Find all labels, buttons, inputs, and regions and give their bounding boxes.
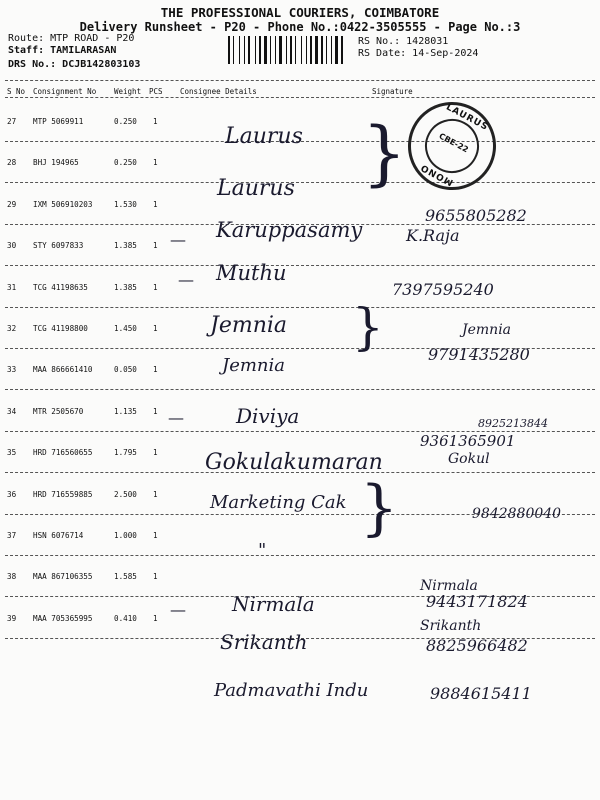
signature-phone: 9443171824 xyxy=(426,592,528,611)
page-title: THE PROFESSIONAL COURIERS, COIMBATORE xyxy=(160,5,440,20)
row-weight: 1.585 xyxy=(114,572,137,581)
signature-phone: 9361365901 xyxy=(420,432,516,450)
row-consignment: MTP 5069911 xyxy=(33,117,84,126)
col-consignment: Consignment No xyxy=(33,87,97,96)
row-pcs: 1 xyxy=(153,490,158,499)
row-consignment: HSN 6076714 xyxy=(33,531,84,540)
consignee-handwriting: Nirmala xyxy=(232,592,315,616)
brace-mark: } xyxy=(360,473,399,543)
row-sno: 29 xyxy=(7,200,17,209)
barcode xyxy=(228,36,354,64)
row-consignment: MAA 866661410 xyxy=(33,365,93,374)
row-weight: 1.385 xyxy=(114,241,137,250)
signature-phone: 8925213844 xyxy=(478,417,548,430)
row-consignment: IXM 506910203 xyxy=(33,200,93,209)
row-weight: 1.000 xyxy=(114,531,137,540)
dash-mark: — xyxy=(178,270,194,289)
row-pcs: 1 xyxy=(153,614,158,623)
signature-phone: 9655805282 xyxy=(425,206,527,225)
col-sno: S No xyxy=(7,87,26,96)
row-weight: 0.250 xyxy=(114,117,137,126)
col-weight: Weight xyxy=(114,87,142,96)
signature-name: Srikanth xyxy=(420,618,482,634)
consignee-handwriting: Karuppasamy xyxy=(216,218,363,242)
row-consignment: HRD 716560655 xyxy=(33,448,93,457)
row-weight: 0.250 xyxy=(114,158,137,167)
row-weight: 0.410 xyxy=(114,614,137,623)
consignee-handwriting: Muthu xyxy=(216,261,287,285)
row-consignment: STY 6097833 xyxy=(33,241,84,250)
row-pcs: 1 xyxy=(153,407,158,416)
table-row xyxy=(0,269,600,309)
brace-mark: } xyxy=(362,112,407,194)
drs-label: DRS No.: DCJB142803103 xyxy=(8,59,141,70)
column-divider xyxy=(5,97,595,98)
dash-mark: — xyxy=(170,600,186,619)
signature-phone: 9884615411 xyxy=(430,684,532,703)
row-consignment: BHJ 194965 xyxy=(33,158,79,167)
signature-name: K.Raja xyxy=(406,226,460,245)
row-sno: 32 xyxy=(7,324,17,333)
consignee-handwriting: Gokulakumaran xyxy=(205,450,383,475)
dash-mark: — xyxy=(168,408,184,427)
consignee-handwriting: Diviya xyxy=(236,404,300,428)
signature-phone: 8825966482 xyxy=(426,636,528,655)
row-sno: 28 xyxy=(7,158,17,167)
table-row xyxy=(0,517,600,557)
row-divider xyxy=(5,265,595,266)
row-sno: 34 xyxy=(7,407,17,416)
table-row xyxy=(0,144,600,184)
row-weight: 1.450 xyxy=(114,324,137,333)
row-sno: 30 xyxy=(7,241,17,250)
col-pcs: PCS xyxy=(149,87,163,96)
rs-number: RS No.: 1428031 xyxy=(358,36,449,47)
row-pcs: 1 xyxy=(153,531,158,540)
signature-name: Jemnia xyxy=(462,322,512,338)
brace-mark: } xyxy=(352,298,384,356)
row-pcs: 1 xyxy=(153,241,158,250)
row-consignment: HRD 716559885 xyxy=(33,490,93,499)
row-consignment: MTR 2505670 xyxy=(33,407,84,416)
row-pcs: 1 xyxy=(153,365,158,374)
consignee-handwriting: Srikanth xyxy=(220,630,308,654)
row-pcs: 1 xyxy=(153,448,158,457)
row-sno: 36 xyxy=(7,490,17,499)
row-weight: 2.500 xyxy=(114,490,137,499)
row-weight: 1.385 xyxy=(114,283,137,292)
row-divider xyxy=(5,555,595,556)
row-divider xyxy=(5,182,595,183)
company-stamp: LAURUS CBE-22 MONO xyxy=(392,86,511,205)
row-divider xyxy=(5,307,595,308)
row-weight: 1.135 xyxy=(114,407,137,416)
row-sno: 37 xyxy=(7,531,17,540)
rs-date: RS Date: 14-Sep-2024 xyxy=(358,48,479,59)
consignee-handwriting: Laurus xyxy=(217,176,295,201)
staff-label: Staff: TAMILARASAN xyxy=(8,45,117,56)
row-sno: 35 xyxy=(7,448,17,457)
signature-phone: 7397595240 xyxy=(392,280,494,299)
dash-mark: — xyxy=(170,230,186,249)
row-consignment: TCG 41198800 xyxy=(33,324,88,333)
signature-name: Gokul xyxy=(448,451,490,467)
row-sno: 33 xyxy=(7,365,17,374)
col-signature: Signature xyxy=(372,87,413,96)
row-sno: 27 xyxy=(7,117,17,126)
header-divider xyxy=(5,80,595,81)
consignee-handwriting: Jemnia xyxy=(210,313,288,338)
row-weight: 1.530 xyxy=(114,200,137,209)
page-subtitle: Delivery Runsheet - P20 - Phone No.:0422-3505555 - Page No.:3 xyxy=(79,20,521,34)
row-pcs: 1 xyxy=(153,283,158,292)
signature-name: Nirmala xyxy=(420,578,478,594)
signature-phone: 9791435280 xyxy=(428,345,530,364)
row-weight: 0.050 xyxy=(114,365,137,374)
row-pcs: 1 xyxy=(153,158,158,167)
row-divider xyxy=(5,389,595,390)
row-sno: 39 xyxy=(7,614,17,623)
consignee-handwriting: Laurus xyxy=(225,124,303,149)
row-consignment: MAA 867106355 xyxy=(33,572,93,581)
row-pcs: 1 xyxy=(153,200,158,209)
row-weight: 1.795 xyxy=(114,448,137,457)
consignee-handwriting: Marketing Cak xyxy=(210,492,347,513)
col-consignee: Consignee Details xyxy=(180,87,257,96)
row-pcs: 1 xyxy=(153,324,158,333)
signature-phone: 9842880040 xyxy=(472,506,562,522)
consignee-handwriting: Padmavathi Indu xyxy=(214,680,369,701)
row-pcs: 1 xyxy=(153,572,158,581)
route-label: Route: MTP ROAD - P20 xyxy=(8,33,135,44)
consignee-handwriting: " xyxy=(258,540,267,561)
consignee-handwriting: Jemnia xyxy=(222,355,286,376)
row-consignment: TCG 41198635 xyxy=(33,283,88,292)
row-consignment: MAA 705365995 xyxy=(33,614,93,623)
row-sno: 38 xyxy=(7,572,17,581)
row-pcs: 1 xyxy=(153,117,158,126)
row-sno: 31 xyxy=(7,283,17,292)
